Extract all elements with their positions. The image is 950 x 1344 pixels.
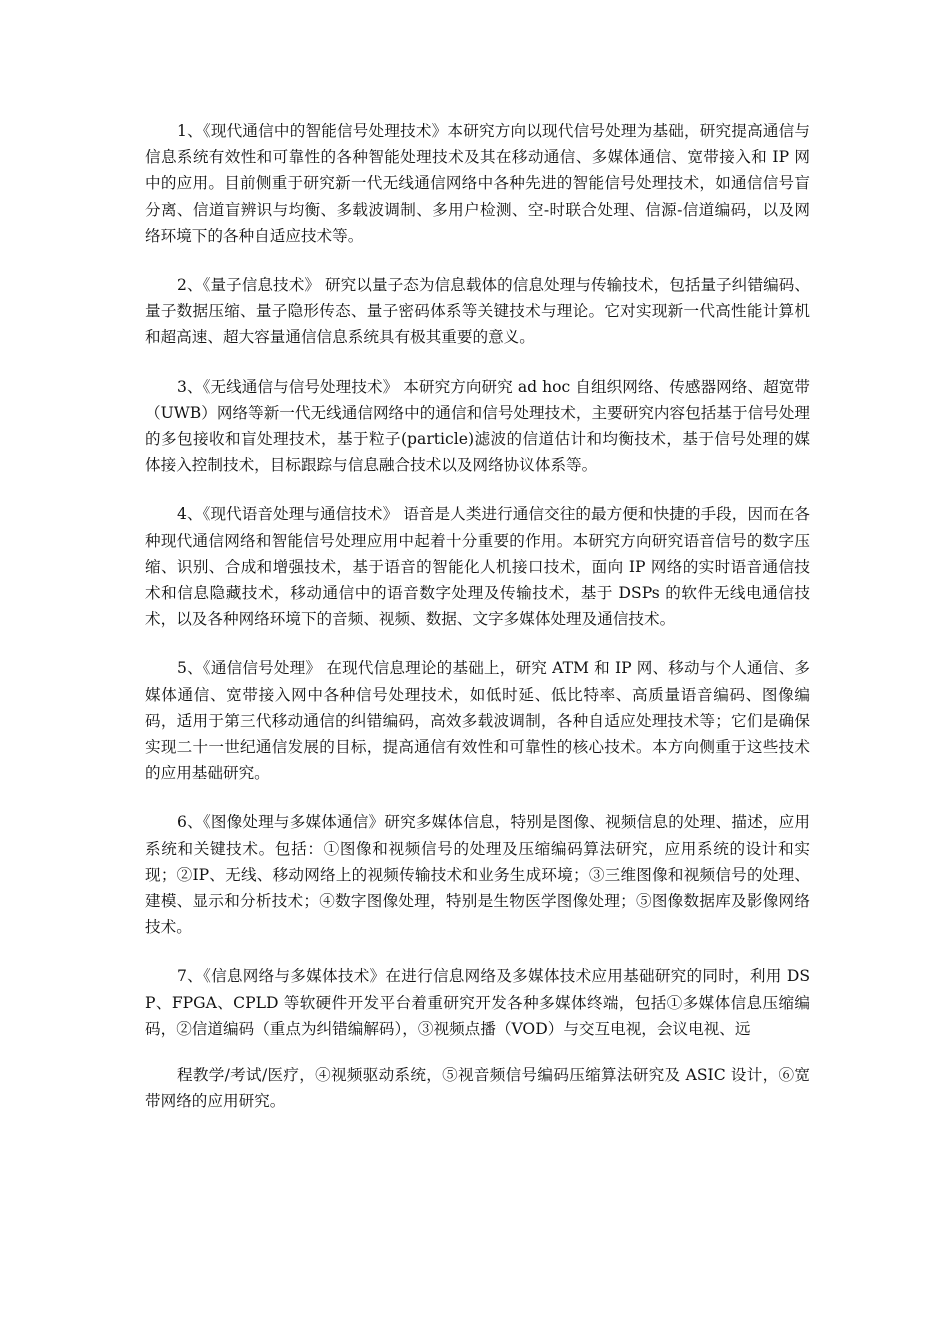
paragraph-5: 5、《通信信号处理》 在现代信息理论的基础上，研究 ATM 和 IP 网、移动与个人通信、多媒体通信、宽带接入网中各种信号处理技术，如低时延、低比特率、高质量语音编码、图像编码，适用于第三代移动通信的纠错编码，高效多载波调制，各种自适应处理技术等；它们是确保实现二十一世纪通信发展的目标，提高通信有效性和可靠性的核心技术。本方向侧重于这些技术的应用基础研究。 [145,659,810,783]
paragraph-7: 7、《信息网络与多媒体技术》在进行信息网络及多媒体技术应用基础研究的同时，利用 DSP、FPGA、CPLD 等软硬件开发平台着重研究开发各种多媒体终端，包括①多媒体信息压缩编码，②信道编码（重点为纠错编解码），③视频点播（VOD）与交互电视，会议电视、远 [145,967,810,1038]
paragraph-1: 1、《现代通信中的智能信号处理技术》本研究方向以现代信号处理为基础，研究提高通信与信息系统有效性和可靠性的各种智能处理技术及其在移动通信、多媒体通信、宽带接入和 IP 网中的应用。目前侧重于研究新一代无线通信网络中各种先进的智能信号处理技术，如通信信号盲分离、信道盲辨识与均衡、多载波调制、多用户检测、空-时联合处理、信源-信道编码，以及网络环境下的各种自适应技术等。 [145,122,810,245]
paragraph-3: 3、《无线通信与信号处理技术》 本研究方向研究 ad hoc 自组织网络、传感器网络、超宽带（UWB）网络等新一代无线通信网络中的通信和信号处理技术，主要研究内容包括基于信号处理的多包接收和盲处理技术，基于粒子(particle)滤波的信道估计和均衡技术，基于信号处理的媒体接入控制技术，目标跟踪与信息融合技术以及网络协议体系等。 [145,377,810,475]
paragraph-6: 6、《图像处理与多媒体通信》研究多媒体信息，特别是图像、视频信息的处理、描述，应用系统和关键技术。包括：①图像和视频信号的处理及压缩编码算法研究，应用系统的设计和实现；②IP、无线、移动网络上的视频传输技术和业务生成环境；③三维图像和视频信号的处理、建模、显示和分析技术；④数字图像处理，特别是生物医学图像处理；⑤图像数据库及影像网络技术。 [145,813,810,937]
paragraph-2: 2、《量子信息技术》 研究以量子态为信息载体的信息处理与传输技术，包括量子纠错编码、量子数据压缩、量子隐形传态、量子密码体系等关键技术与理论。它对实现新一代高性能计算机和超高速、超大容量通信信息系统具有极其重要的意义。 [145,276,810,347]
paragraph-8: 程教学/考试/医疗，④视频驱动系统，⑤视音频信号编码压缩算法研究及 ASIC 设计，⑥宽带网络的应用研究。 [145,1066,810,1111]
paragraph-4: 4、《现代语音处理与通信技术》 语音是人类进行通信交往的最方便和快捷的手段，因而在各种现代通信网络和智能信号处理应用中起着十分重要的作用。本研究方向研究语音信号的数字压缩、识别、合成和增强技术，基于语音的智能化人机接口技术，面向 IP 网络的实时语音通信技术和信息隐藏技术，移动通信中的语音数字处理及传输技术，基于 DSPs 的软件无线电通信技术，以及各种网络环境下的音频、视频、数据、文字多媒体处理及通信技术。 [145,505,810,629]
document-body [145,118,810,1138]
